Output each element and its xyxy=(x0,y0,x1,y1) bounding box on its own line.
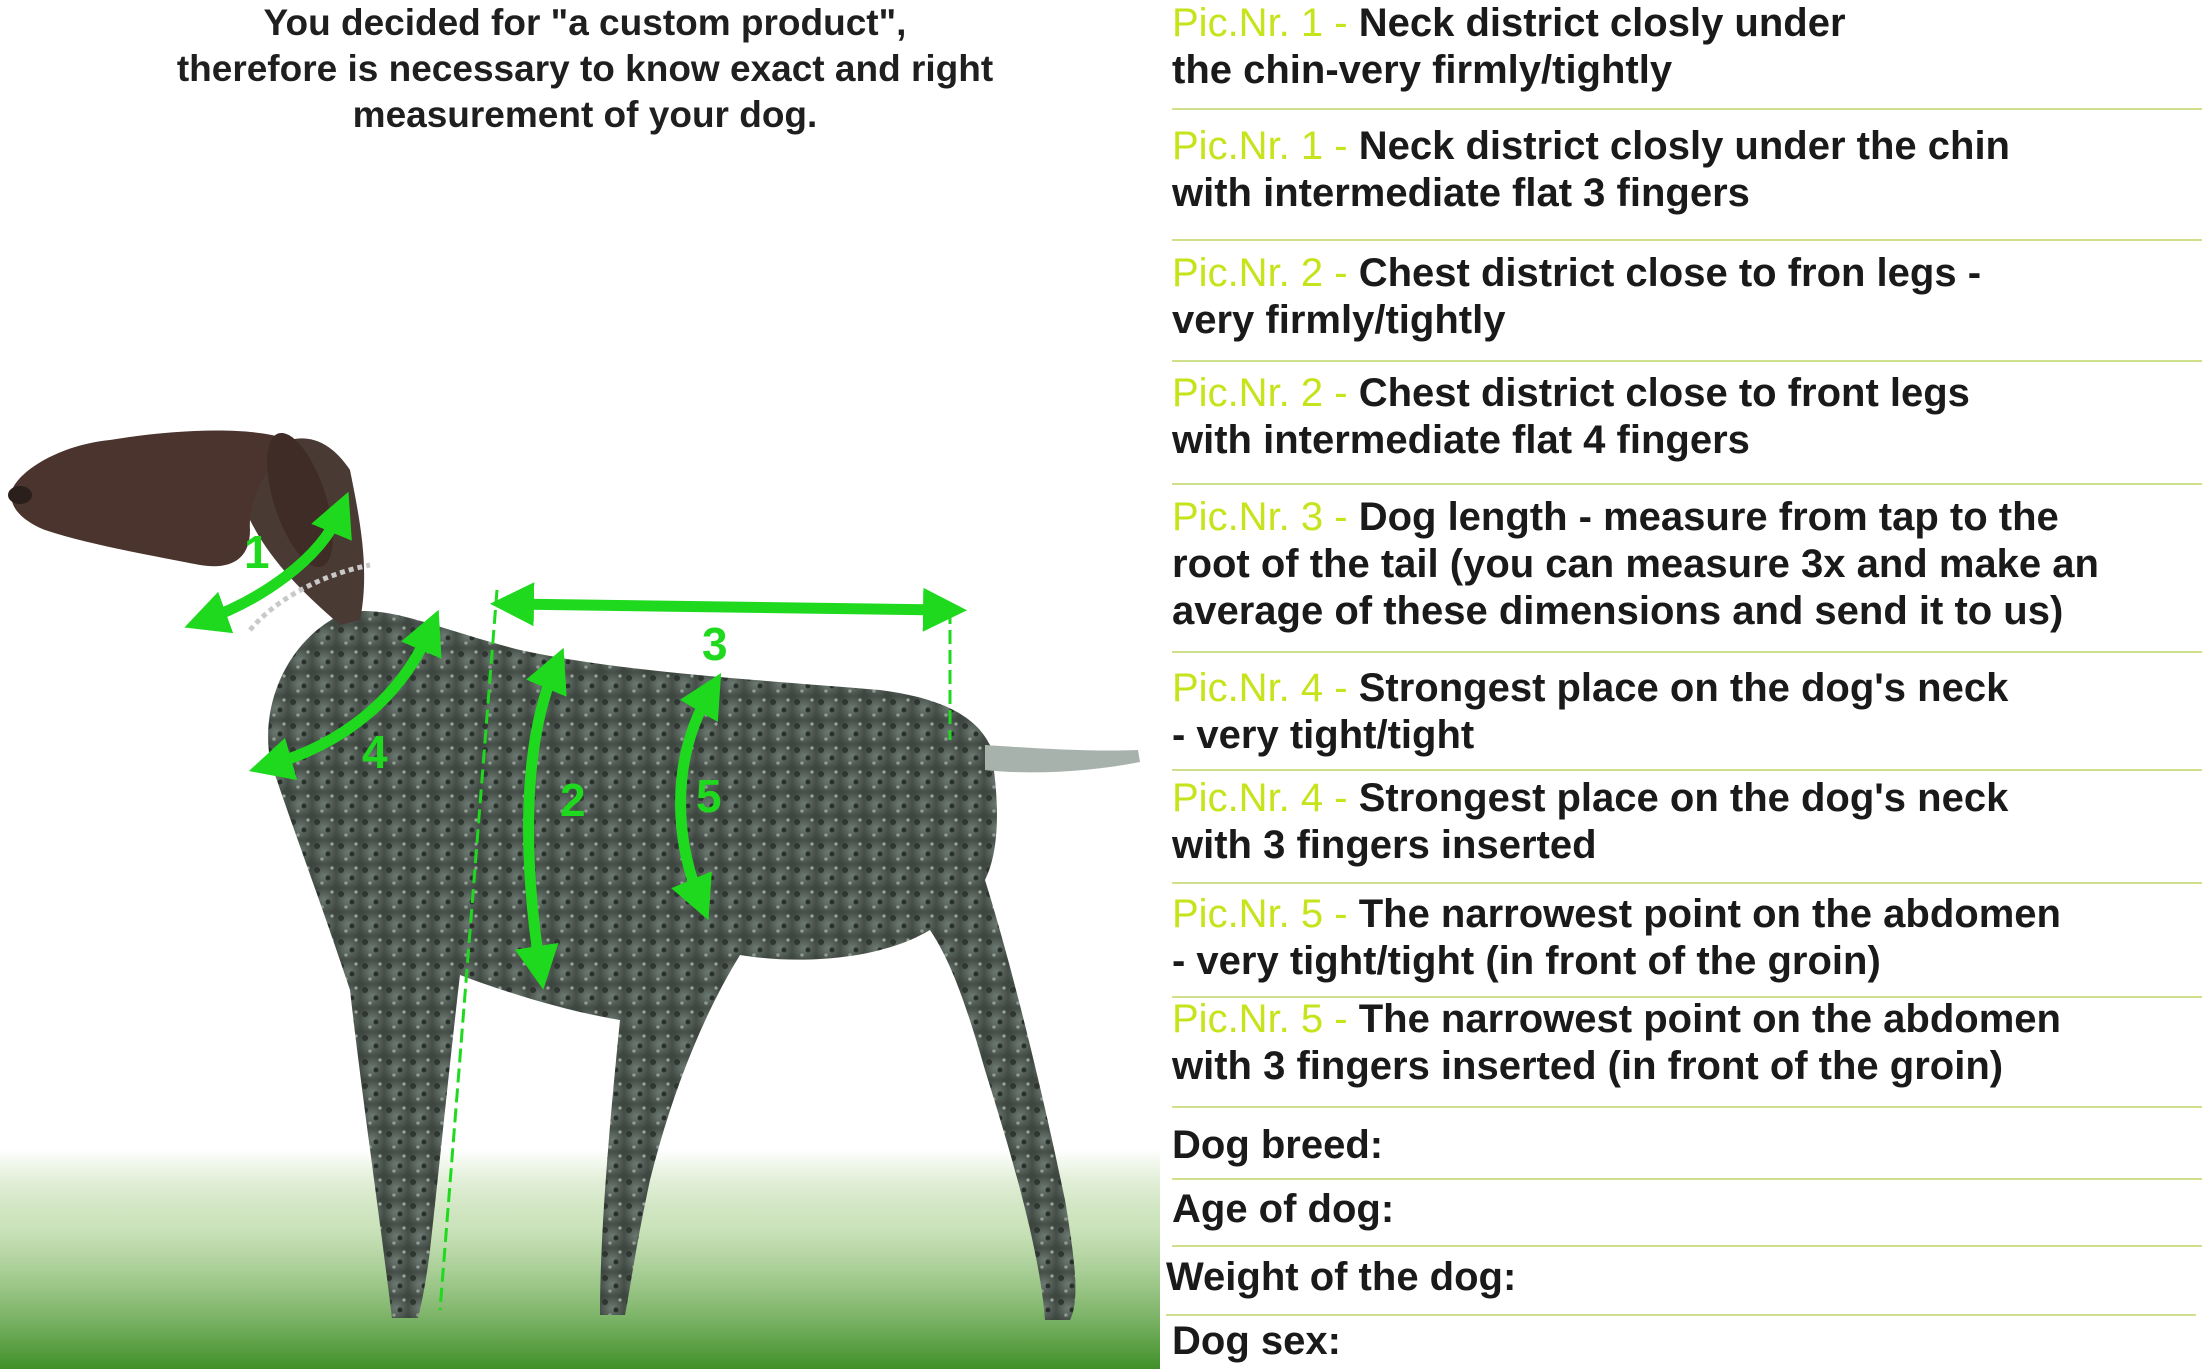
marker-label-1: 1 xyxy=(244,526,270,578)
measurement-text: The narrowest point on the abdomen xyxy=(1358,997,2061,1041)
measurement-item-4 xyxy=(1172,370,2202,485)
measurement-item-6 xyxy=(1172,665,2202,771)
intro-line-1: You decided for "a custom product", xyxy=(263,2,907,43)
dog-breed-field[interactable] xyxy=(1172,1122,2202,1180)
measurement-line xyxy=(1172,891,2202,938)
measurement-item-9 xyxy=(1172,996,2202,1108)
measurement-text: The narrowest point on the abdomen xyxy=(1358,892,2061,936)
measurement-line xyxy=(1172,250,2202,297)
measurement-line: with 3 fingers inserted xyxy=(1172,823,1597,867)
intro-line-2: therefore is necessary to know exact and right xyxy=(176,48,994,89)
measurement-item-5 xyxy=(1172,494,2202,653)
measurement-item-3 xyxy=(1172,250,2202,362)
measurement-item-2 xyxy=(1172,123,2202,241)
measurement-line: - very tight/tight xyxy=(1172,713,1475,757)
measurement-line xyxy=(1172,494,2202,541)
measurement-text: Chest district close to fron legs - xyxy=(1358,251,1982,295)
measurement-text: Chest district close to front legs xyxy=(1358,371,1970,415)
pic-number-label: Pic.Nr. 1 - xyxy=(1172,1,1359,45)
dog-weight-label: Weight of the dog: xyxy=(1166,1255,1517,1299)
measurement-line: with intermediate flat 4 fingers xyxy=(1172,418,1750,462)
measurement-line: the chin-very firmly/tightly xyxy=(1172,48,1673,92)
measurement-line: with 3 fingers inserted (in front of the groin) xyxy=(1172,1044,2004,1088)
measurement-item-7 xyxy=(1172,775,2202,884)
measurement-line xyxy=(1172,996,2202,1043)
pic-number-label: Pic.Nr. 4 - xyxy=(1172,776,1359,820)
intro-line-3: measurement of your dog. xyxy=(352,94,818,135)
pic-number-label: Pic.Nr. 2 - xyxy=(1172,251,1359,295)
measurement-text: Dog length - measure from tap to the xyxy=(1358,495,2059,539)
measurement-line: - very tight/tight (in front of the groin) xyxy=(1172,939,1881,983)
measurement-line xyxy=(1172,775,2202,822)
marker-label-3: 3 xyxy=(702,618,728,670)
measurement-item-1 xyxy=(1172,0,2202,110)
measurement-list xyxy=(1160,0,2202,1369)
pic-number-label: Pic.Nr. 5 - xyxy=(1172,892,1359,936)
measurement-line: with intermediate flat 3 fingers xyxy=(1172,171,1750,215)
marker-label-5: 5 xyxy=(696,770,722,822)
measurement-line xyxy=(1172,123,2202,170)
dog-sex-label: Dog sex: xyxy=(1172,1319,1341,1363)
pic-number-label: Pic.Nr. 2 - xyxy=(1172,371,1359,415)
marker-label-2: 2 xyxy=(560,774,586,826)
measure-arrow-3 xyxy=(512,604,945,610)
dog-age-field[interactable] xyxy=(1172,1186,2202,1247)
measurement-text: Neck district closly under xyxy=(1358,1,1846,45)
dog-age-label: Age of dog: xyxy=(1172,1187,1395,1231)
measurement-line xyxy=(1172,370,2202,417)
marker-label-4: 4 xyxy=(362,726,388,778)
measurement-line: average of these dimensions and send it to us) xyxy=(1172,589,2064,633)
measurement-line xyxy=(1172,665,2202,712)
measurement-line: root of the tail (you can measure 3x and make an xyxy=(1172,542,2099,586)
pic-number-label: Pic.Nr. 3 - xyxy=(1172,495,1359,539)
measurement-line xyxy=(1172,0,2202,47)
pic-number-label: Pic.Nr. 1 - xyxy=(1172,124,1359,168)
measurement-line: very firmly/tightly xyxy=(1172,298,1506,342)
measurement-item-8 xyxy=(1172,891,2202,998)
dog-breed-label: Dog breed: xyxy=(1172,1123,1384,1167)
measurement-text: Neck district closly under the chin xyxy=(1358,124,2010,168)
pic-number-label: Pic.Nr. 4 - xyxy=(1172,666,1359,710)
dog-sex-field[interactable] xyxy=(1172,1318,2202,1368)
dog-weight-field[interactable] xyxy=(1166,1254,2196,1316)
measurement-text: Strongest place on the dog's neck xyxy=(1358,666,2009,710)
measurement-text: Strongest place on the dog's neck xyxy=(1358,776,2009,820)
grass-ground xyxy=(0,1150,1160,1369)
pic-number-label: Pic.Nr. 5 - xyxy=(1172,997,1359,1041)
